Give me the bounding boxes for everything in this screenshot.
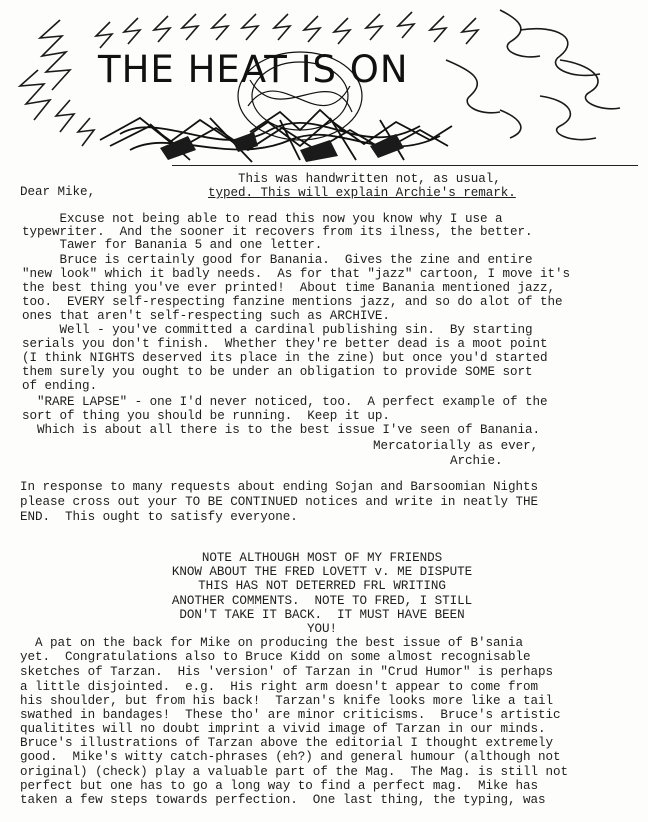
letter-signature: Archie. [450, 454, 503, 468]
letter-closing: Mercatorially as ever, [373, 439, 539, 453]
letter-line: serials you don't finish. Whether they're better dead is a moot point [22, 337, 548, 351]
letter-line: "new look" which it badly needs. As for that "jazz" cartoon, I move it's [22, 267, 571, 281]
review-line: good. Mike's witty catch-phrases (eh?) and general humour (although not [20, 750, 561, 764]
letter-line: too. EVERY self-respecting fanzine mentions jazz, and so do alot of the [22, 295, 563, 309]
letter-line: them surely you ought to be under an obligation to provide SOME sort [22, 365, 533, 379]
masthead-title: THE HEAT IS ON [98, 48, 409, 91]
letter-line: of ending. [22, 379, 98, 393]
response-line: In response to many requests about ending Sojan and Barsoomian Nights [20, 480, 539, 494]
editor-note-line: ANOTHER COMMENTS. NOTE TO FRED, I STILL [171, 594, 473, 608]
review-line: taken a few steps towards perfection. One last thing, the typing, was [20, 793, 546, 807]
review-line: his shoulder, but from his back! Tarzan's knife looks more like a tail [20, 694, 554, 708]
letter-line: Tawer for Banania 5 and one letter. [22, 238, 323, 252]
letter-line: Excuse not being able to read this now you know why I use a [22, 212, 503, 226]
handwritten-note-line1: This was handwritten not, as usual, [238, 172, 501, 186]
review-line: Bruce's illustrations of Tarzan above the editorial I thought extremely [20, 736, 554, 750]
letter-line: Which is about all there is to the best issue I've seen of Banania. [22, 423, 541, 437]
salutation: Dear Mike, [20, 185, 96, 199]
editor-note-line: KNOW ABOUT THE FRED LOVETT v. ME DISPUTE [171, 565, 473, 579]
letter-line: (I think NIGHTS deserved its place in the zine) but once you'd started [22, 351, 548, 365]
letter-line: "RARE LAPSE" - one I'd never noticed, too. A perfect example of the [22, 395, 548, 409]
response-line: please cross out your TO BE CONTINUED notices and write in neatly THE [20, 495, 539, 509]
review-line: swathed in bandages! These tho' are minor criticisms. Bruce's artistic [20, 708, 561, 722]
editor-note-line: NOTE ALTHOUGH MOST OF MY FRIENDS [201, 551, 443, 565]
letter-line: typewriter. And the sooner it recovers from its ilness, the better. [22, 225, 533, 239]
letter-line: ones that aren't self-respecting such as ARCHIVE. [22, 309, 390, 323]
header-rule [172, 165, 638, 166]
handwritten-note-line2: typed. This will explain Archie's remark. [208, 186, 516, 200]
editor-note-line: THIS HAS NOT DETERRED FRL WRITING [198, 579, 446, 593]
letter-line: Bruce is certainly good for Banania. Gives the zine and entire [22, 253, 533, 267]
response-line: END. This ought to satisfy everyone. [20, 510, 298, 524]
masthead [0, 0, 648, 170]
review-line: original) (check) play a valuable part of the Mag. The Mag. is still not [20, 765, 569, 779]
review-line: qualitites will no doubt imprint a vivid image of Tarzan in our minds. [20, 722, 546, 736]
review-line: sketches of Tarzan. His 'version' of Tarzan in "Crud Humor" is perhaps [20, 665, 554, 679]
editor-note-line: DON'T TAKE IT BACK. IT MUST HAVE BEEN [179, 608, 465, 622]
review-line: perfect but one has to go a long way to find a perfect mag. Mike has [20, 779, 539, 793]
letter-line: the best thing you've ever printed! About time Banania mentioned jazz, [22, 281, 556, 295]
letter-line: sort of thing you should be running. Keep it up. [22, 409, 390, 423]
review-line: A pat on the back for Mike on producing the best issue of B'sania [20, 636, 524, 650]
letter-line: Well - you've committed a cardinal publishing sin. By starting [22, 323, 533, 337]
review-line: yet. Congratulations also to Bruce Kidd on some almost recognisable [20, 650, 531, 664]
editor-note-line: YOU! [306, 622, 338, 636]
review-line: a little disjointed. e.g. His right arm doesn't appear to come from [20, 680, 539, 694]
